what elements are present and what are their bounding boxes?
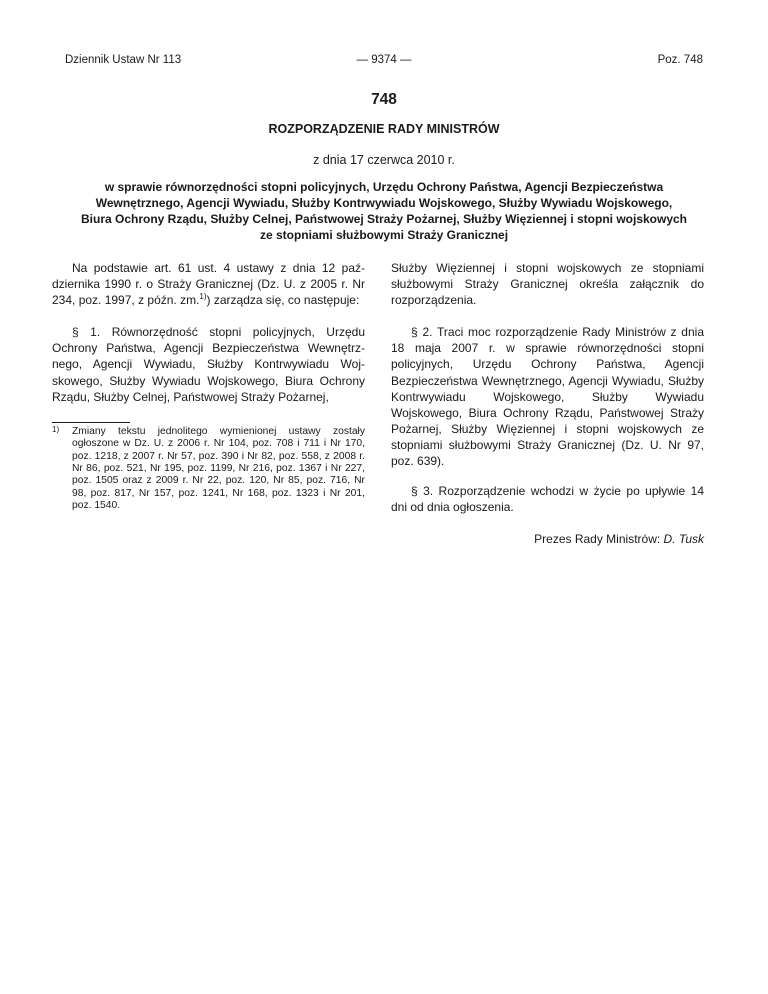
left-column: [52, 260, 365, 513]
journal-name: Dziennik Ustaw Nr 113: [65, 54, 182, 66]
position-number: Poz. 748: [657, 54, 703, 66]
right-column: [391, 260, 704, 547]
act-subject: [65, 179, 703, 243]
section-2: § 2. Traci moc rozporządzenie Rady Ministrów z dnia 18 maja 2007 r. w sprawie równorzędności stopni policyjnych, Urzędu Ochrony Państwa, Agencji Bezpieczeństwa Wewnętrznego, Agencji Wywiadu, Służby Kontrwywiadu Wojskowego, Służby Wywiadu Wojskowego, Biura Ochrony Rządu, Państwowej Straży Pożarnej, Służby Więziennej i stopni wojskowych ze stopniami służbowymi Straży Granicznej (Dz. U. Nr 97, poz. 639).: [391, 325, 704, 469]
footnote-text: Zmiany tekstu jednolitego wymienionej ustawy zostały ogłoszone w Dz. U. z 2006 r. Nr 104, poz. 708 i 711 i Nr 170, poz. 1218, z 2007 r. Nr 57, poz. 390 i Nr 82, poz. 558, z 2008 r. Nr 86, poz. 521, Nr 195, poz. 1199, Nr 216, poz. 1367 i Nr 227, poz. 1505 oraz z 2009 r. Nr 22, poz. 120, Nr 85, poz. 716, Nr 98, poz. 817, Nr 157, poz. 1241, Nr 168, poz. 1323 i Nr 201, poz. 1540.: [72, 425, 365, 512]
section-1: § 1. Równorzędność stopni policyjnych, Urzędu Ochrony Państwa, Agencji Bezpieczeństwa Wewnętrznego, Agencji Wywiadu, Służby Kontrwywiadu Wojskowego, Służby Wywiadu Wojskowego, Biura Ochrony Rządu, Służby Celnej, Państwowej Straży Pożarnej,: [52, 325, 365, 404]
section-3: § 3. Rozporządzenie wchodzi w życie po upływie 14 dni od dnia ogłoszenia.: [391, 484, 704, 515]
act-subject-line: Wewnętrznego, Agencji Wywiadu, Służby Kontrwywiadu Wojskowego, Służby Wywiadu Wojskowego,: [95, 196, 673, 210]
page-number: — 9374 —: [356, 54, 412, 66]
footnote-divider: [52, 422, 130, 423]
signature: [391, 531, 704, 547]
preamble-text: Na podstawie art. 61 ust. 4 ustawy z dnia 12 października 1990 r. o Straży Granicznej (Dz. U. z 2005 r. Nr 234, poz. 1997, z późn. zm.: [52, 261, 365, 308]
footnote-reference: 1): [199, 292, 207, 302]
act-title: ROZPORZĄDZENIE RADY MINISTRÓW: [268, 122, 500, 136]
act-subject-line: w sprawie równorzędności stopni policyjnych, Urzędu Ochrony Państwa, Agencji Bezpieczeństwa: [104, 180, 664, 194]
act-date: z dnia 17 czerwca 2010 r.: [313, 153, 455, 167]
act-subject-line: Biura Ochrony Rządu, Służby Celnej, Państwowej Straży Pożarnej, Służby Więziennej i stopni wojskowych: [80, 212, 688, 226]
signature-name: D. Tusk: [663, 532, 704, 547]
act-number: 748: [371, 91, 397, 108]
section-1-continued: Służby Więziennej i stopni wojskowych ze stopniami służbowymi Straży Granicznej określa załącznik do rozporządzenia.: [391, 261, 704, 308]
preamble-text-end: ) zarządza się, co następuje:: [206, 293, 360, 308]
signature-role: Prezes Rady Ministrów:: [534, 532, 661, 547]
act-subject-line: ze stopniami służbowymi Straży Granicznej: [259, 228, 509, 242]
running-header: [65, 52, 703, 68]
footnote: [52, 426, 365, 513]
footnote-mark: 1): [52, 424, 60, 434]
preamble: [52, 260, 365, 308]
